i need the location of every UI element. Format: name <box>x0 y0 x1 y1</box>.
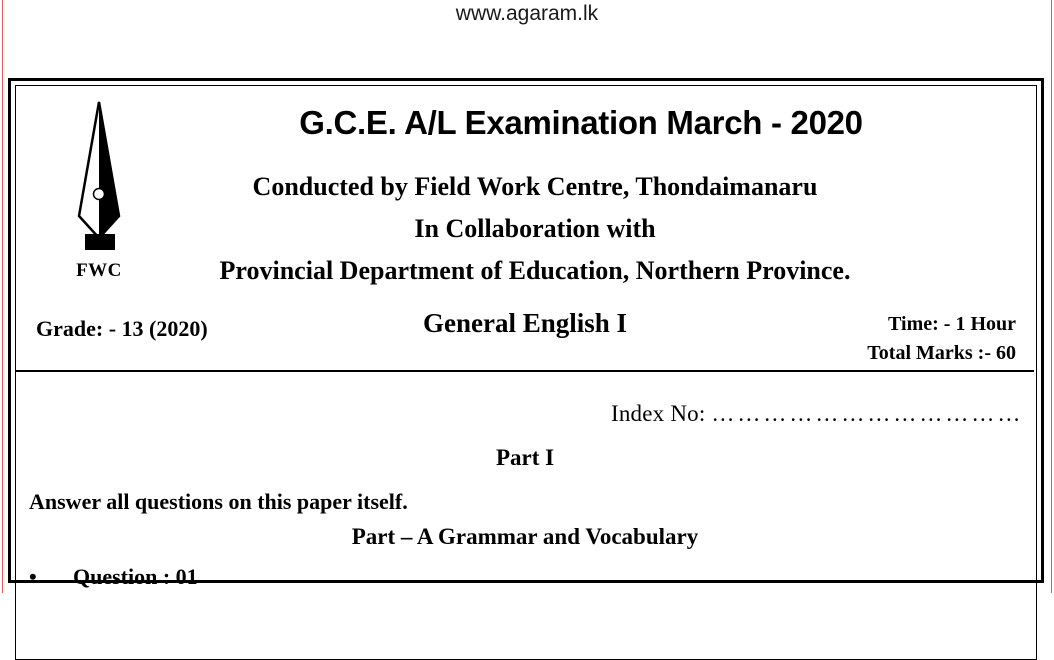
subject-title: General English I <box>422 308 628 338</box>
exam-subtitle-block <box>36 166 1034 292</box>
exam-title: G.C.E. A/L Examination March - 2020 <box>299 104 863 141</box>
question-label: Question : 01 <box>73 564 198 589</box>
page-edge-left <box>2 0 3 593</box>
index-no-dotted-line: ……………………………… <box>711 401 1024 426</box>
question-list-item <box>29 564 198 590</box>
conducted-by-line: Conducted by Field Work Centre, Thondaimanaru <box>252 172 818 201</box>
part-a-heading: Part – A Grammar and Vocabulary <box>351 524 699 549</box>
site-url-watermark: www.agaram.lk <box>455 2 599 25</box>
grade-label: Grade: - 13 (2020) <box>36 316 208 341</box>
bullet-icon: • <box>29 564 37 589</box>
index-no-label: Index No: <box>611 401 706 426</box>
time-label: Time: - 1 Hour <box>888 313 1016 335</box>
logo-label: FWC <box>76 260 122 281</box>
total-marks-label: Total Marks :- 60 <box>867 342 1016 364</box>
part-one-heading: Part I <box>495 445 555 470</box>
instruction-text: Answer all questions on this paper itself. <box>29 489 408 514</box>
exam-meta-right <box>867 310 1016 368</box>
exam-meta-row <box>16 304 1034 370</box>
index-no-field[interactable] <box>611 401 1023 427</box>
department-line: Provincial Department of Education, Northern Province. <box>219 256 851 285</box>
exam-header-block <box>16 86 1034 372</box>
exam-paper-border-outer <box>8 78 1044 589</box>
collaboration-line: In Collaboration with <box>414 214 656 243</box>
page-edge-right <box>1051 0 1052 593</box>
